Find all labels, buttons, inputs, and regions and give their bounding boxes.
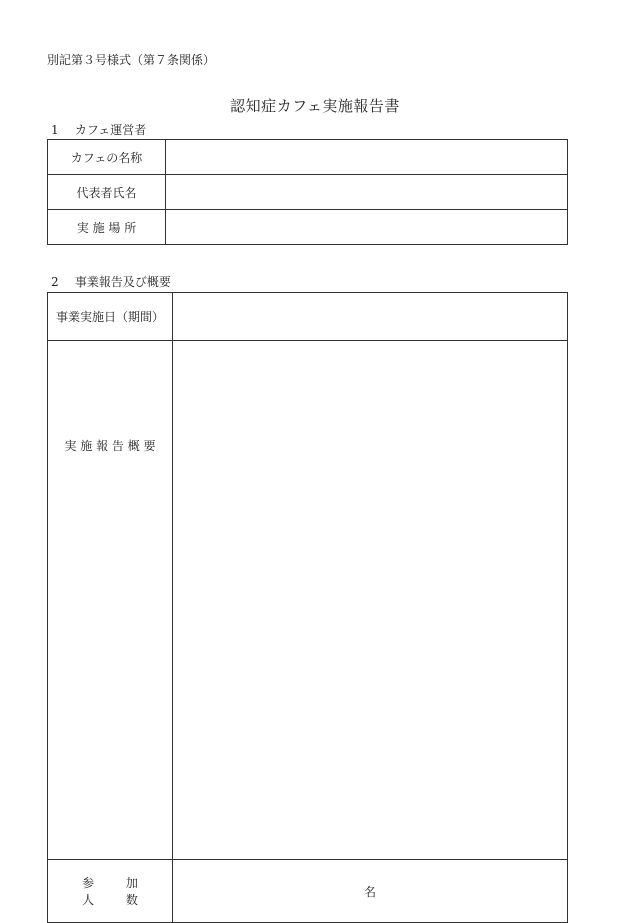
section-2-number: 2: [51, 275, 59, 289]
section-2-title: 事業報告及び概要: [74, 275, 171, 289]
participants-unit: 名: [363, 884, 376, 899]
cafe-name-field[interactable]: [166, 140, 568, 175]
table-row: [48, 293, 568, 341]
table-row: [48, 210, 568, 245]
participants-label: 参 加 人 数: [48, 860, 173, 923]
participants-field[interactable]: [173, 860, 568, 923]
document-title: 認知症カフェ実施報告書: [230, 97, 400, 115]
representative-name-label: 代表者氏名: [48, 175, 166, 210]
section-2-heading: [51, 273, 171, 290]
section-1-number: 1: [51, 123, 59, 137]
report-summary-field[interactable]: [173, 341, 568, 860]
table-row: [48, 341, 568, 860]
table-row: [48, 175, 568, 210]
table-row: [48, 140, 568, 175]
table-row: [48, 860, 568, 923]
form-number: 別記第３号様式（第７条関係）: [47, 53, 216, 67]
venue-field[interactable]: [166, 210, 568, 245]
implementation-date-label: 事業実施日（期間）: [48, 293, 173, 341]
cafe-name-label: カフェの名称: [48, 140, 166, 175]
venue-label: 実 施 場 所: [48, 210, 166, 245]
implementation-date-field[interactable]: [173, 293, 568, 341]
representative-name-field[interactable]: [166, 175, 568, 210]
report-table: [47, 292, 568, 923]
operator-table: [47, 139, 568, 245]
section-1-heading: [51, 121, 146, 138]
section-1-title: カフェ運営者: [74, 123, 147, 137]
report-summary-label: 実 施 報 告 概 要: [48, 341, 173, 860]
